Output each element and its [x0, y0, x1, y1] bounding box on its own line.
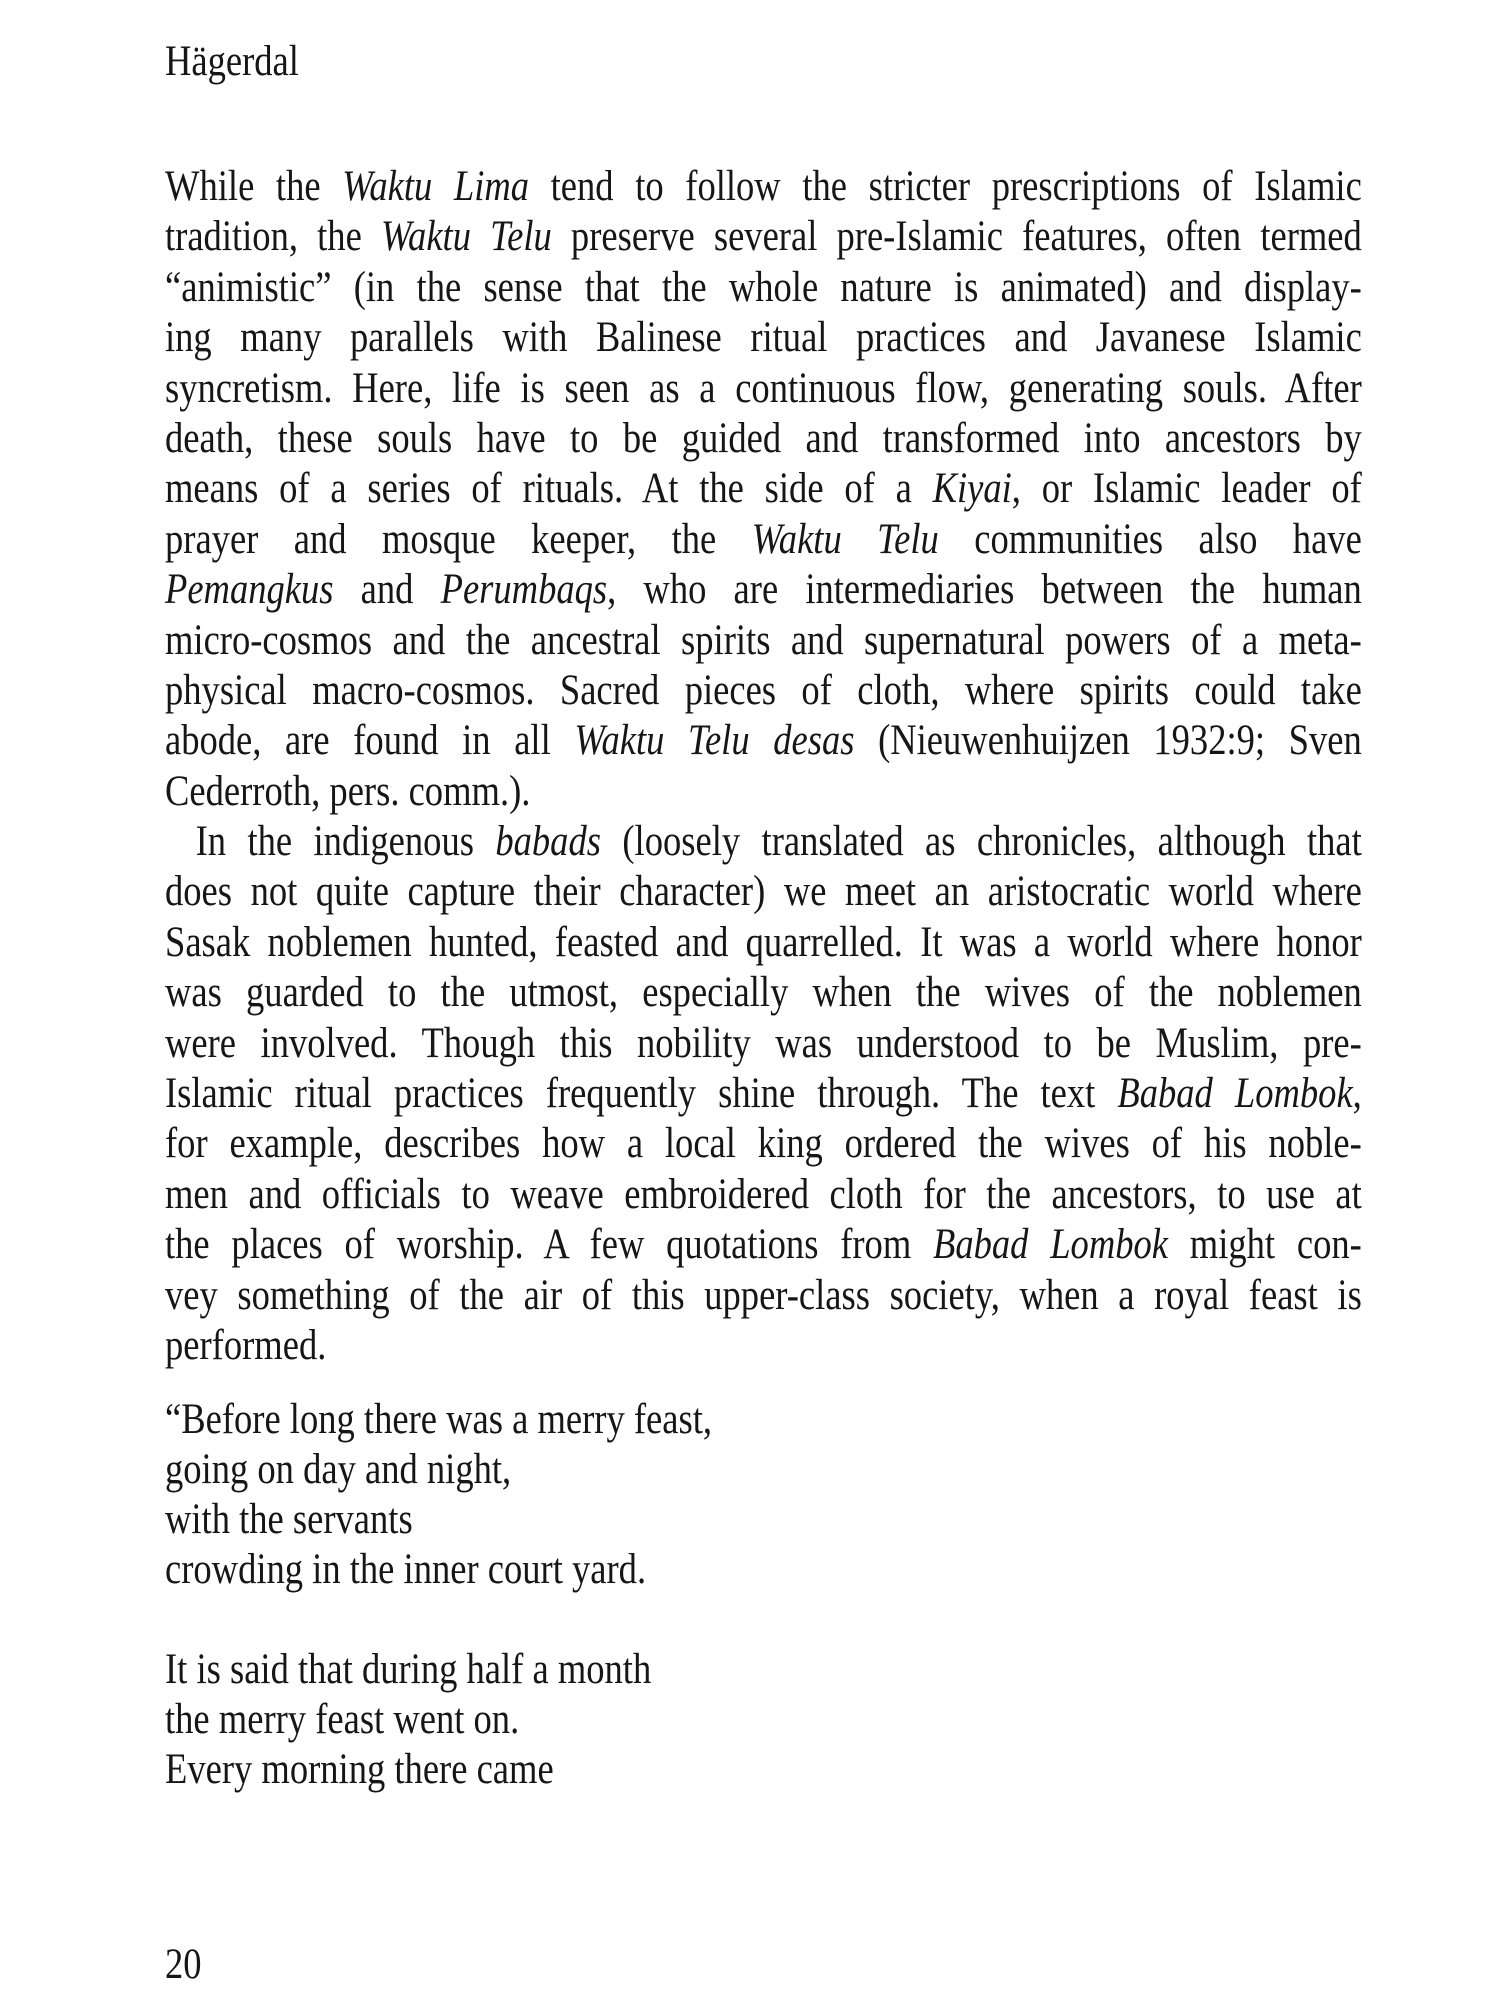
verse-line: Every morning there came — [165, 1746, 554, 1793]
text-line — [165, 464, 1362, 514]
italic-term: Perumbaqs — [440, 566, 608, 614]
text-span: tradition, the — [165, 213, 381, 261]
text-line — [165, 968, 1362, 1018]
text-span: “animistic” (in the sense that the whole nature is animated) and display- — [165, 263, 1362, 311]
verse-line: It is said that during half a month — [165, 1646, 652, 1693]
text-span: vey something of the air of this upper-class society, when a royal feast is — [165, 1271, 1362, 1319]
text-line — [165, 1220, 1362, 1270]
text-line — [165, 716, 1362, 766]
text-line — [165, 918, 1362, 968]
text-span: and — [333, 566, 441, 614]
body-text — [165, 162, 1362, 1371]
italic-term: Babad Lombok — [933, 1221, 1169, 1269]
verse-line: with the servants — [165, 1496, 413, 1543]
text-line — [165, 515, 1362, 565]
text-span: men and officials to weave embroidered cloth for the ancestors, to use at — [165, 1170, 1362, 1218]
text-span: death, these souls have to be guided and transformed into ancestors by — [165, 414, 1362, 462]
text-span: (Nieuwenhuijzen 1932:9; Sven — [854, 717, 1362, 765]
text-span: physical macro-cosmos. Sacred pieces of cloth, where spirits could take — [165, 666, 1362, 714]
verse-line: “Before long there was a merry feast, — [165, 1396, 712, 1443]
text-line — [165, 767, 1362, 817]
text-span: , — [1352, 1070, 1362, 1118]
text-span: ing many parallels with Balinese ritual practices and Javanese Islamic — [165, 314, 1362, 362]
italic-term: Waktu Telu — [751, 515, 939, 563]
page-number: 20 — [165, 1941, 202, 1988]
text-span: , or Islamic leader of — [1011, 465, 1362, 513]
text-span: was guarded to the utmost, especially when the wives of the noblemen — [165, 969, 1362, 1017]
text-span: prayer and mosque keeper, the — [165, 515, 752, 563]
text-line — [165, 313, 1362, 363]
text-span: performed. — [165, 1321, 327, 1369]
running-head-author: Hägerdal — [165, 38, 299, 85]
text-line — [165, 1019, 1362, 1069]
text-line — [165, 867, 1362, 917]
text-span: the places of worship. A few quotations from — [165, 1221, 934, 1269]
paragraph — [165, 817, 1362, 1371]
text-line — [165, 1119, 1362, 1169]
text-line — [165, 817, 1362, 867]
paragraph — [165, 162, 1362, 817]
text-span: syncretism. Here, life is seen as a continuous flow, generating souls. After — [165, 364, 1362, 412]
text-span: means of a series of rituals. At the side of a — [165, 465, 933, 513]
text-span: communities also have — [938, 515, 1362, 563]
text-span: for example, describes how a local king ordered the wives of his noble- — [165, 1120, 1362, 1168]
text-span: might con- — [1168, 1221, 1362, 1269]
text-line — [165, 1271, 1362, 1321]
text-line — [165, 565, 1362, 615]
text-span: does not quite capture their character) we meet an aristocratic world where — [165, 868, 1362, 916]
text-span: , who are intermediaries between the human — [607, 566, 1362, 614]
italic-term: Babad Lombok — [1117, 1070, 1353, 1118]
italic-term: Pemangkus — [165, 566, 334, 614]
verse-line: crowding in the inner court yard. — [165, 1546, 647, 1593]
italic-term: Waktu Lima — [342, 163, 530, 210]
text-line — [165, 212, 1362, 262]
verse-stanza — [165, 1395, 712, 1595]
text-span: micro-cosmos and the ancestral spirits and supernatural powers of a meta- — [165, 616, 1362, 664]
italic-term: Waktu Telu — [380, 213, 552, 261]
text-line — [165, 1321, 1362, 1371]
text-line — [165, 162, 1362, 212]
text-span: were involved. Though this nobility was understood to be Muslim, pre- — [165, 1019, 1362, 1067]
text-span: abode, are found in all — [165, 717, 575, 765]
text-line — [165, 364, 1362, 414]
italic-term: Waktu Telu desas — [574, 717, 855, 765]
verse-line: going on day and night, — [165, 1446, 512, 1493]
text-span: preserve several pre-Islamic features, often termed — [551, 213, 1362, 261]
text-line — [165, 616, 1362, 666]
text-line — [165, 666, 1362, 716]
italic-term: Kiyai — [932, 465, 1012, 513]
verse-stanza — [165, 1645, 712, 1795]
text-span: While the — [165, 163, 343, 210]
verse-line: the merry feast went on. — [165, 1696, 520, 1743]
text-span: In the indigenous — [195, 818, 496, 866]
text-span: Sasak noblemen hunted, feasted and quarrelled. It was a world where honor — [165, 918, 1362, 966]
text-line — [165, 1069, 1362, 1119]
text-line — [165, 414, 1362, 464]
text-span: tend to follow the stricter prescriptions of Islamic — [529, 163, 1362, 210]
text-line — [165, 1170, 1362, 1220]
text-span: (loosely translated as chronicles, although that — [600, 818, 1362, 866]
italic-term: babads — [495, 818, 601, 866]
text-span: Cederroth, pers. comm.). — [165, 767, 531, 815]
verse-quotation — [165, 1395, 712, 1795]
text-span: Islamic ritual practices frequently shine through. The text — [165, 1070, 1118, 1118]
text-line — [165, 263, 1362, 313]
